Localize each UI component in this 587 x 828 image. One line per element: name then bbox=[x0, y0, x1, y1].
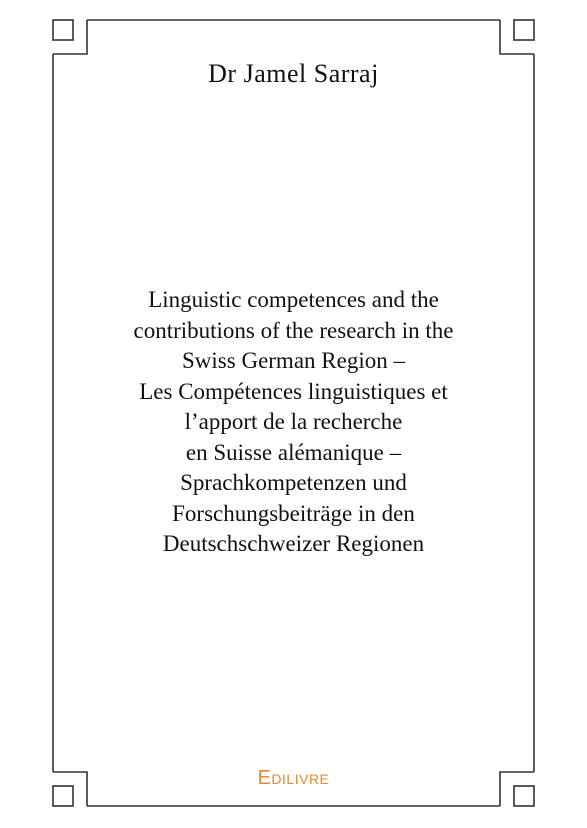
frame-connector-top-left bbox=[53, 20, 87, 54]
frame-connector-top-right bbox=[500, 20, 534, 54]
title-line: Forschungsbeiträge in den bbox=[172, 500, 415, 526]
title-line: Deutschschweizer Regionen bbox=[162, 531, 425, 556]
corner-square-top-left bbox=[53, 20, 73, 40]
author-name: Dr Jamel Sarraj bbox=[208, 59, 379, 88]
title-line: Sprachkompetenzen und bbox=[180, 470, 407, 495]
title-line: Linguistic competences and the bbox=[148, 287, 439, 312]
title-line: en Suisse alémanique – bbox=[185, 439, 402, 465]
title-line: Swiss German Region – bbox=[182, 348, 405, 373]
publisher-logo: Edilivre bbox=[257, 767, 330, 789]
title-line: contributions of the research in the bbox=[133, 317, 454, 343]
title-line: Les Compétences linguistiques et bbox=[139, 378, 448, 404]
book-title bbox=[0, 285, 587, 560]
title-line: l’apport de la recherche bbox=[184, 409, 403, 434]
corner-square-top-right bbox=[514, 20, 534, 40]
